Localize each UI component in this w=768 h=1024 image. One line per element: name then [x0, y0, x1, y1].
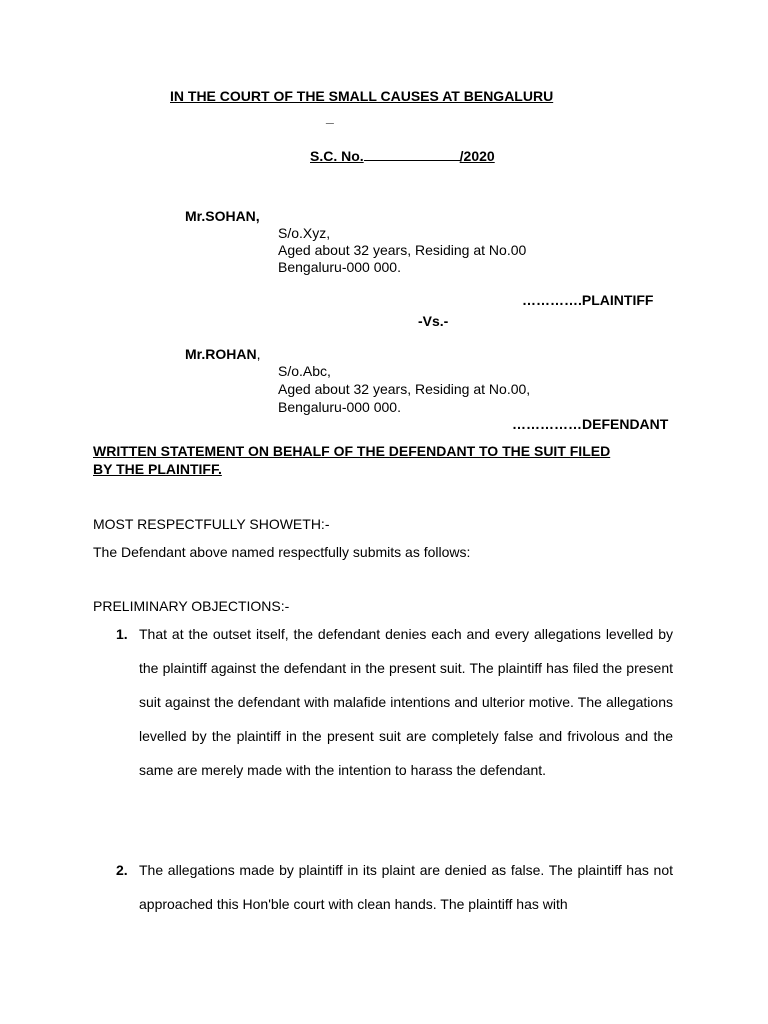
- plaintiff-city: Bengaluru-000 000.: [278, 259, 401, 275]
- case-year: /2020: [459, 148, 495, 164]
- plaintiff-age-address: Aged about 32 years, Residing at No.00: [278, 242, 527, 258]
- underscore-mark: _: [326, 109, 334, 125]
- defendant-city: Bengaluru-000 000.: [278, 399, 401, 415]
- objection-2-text: The allegations made by plaintiff in its plaint are denied as false. The plaintiff has not approached this Hon'ble court with clean hands. The plaintiff has with: [139, 862, 673, 912]
- objection-1-number: 1.: [116, 626, 128, 642]
- case-prefix: S.C. No.: [310, 148, 364, 164]
- plaintiff-role: ………….PLAINTIFF: [522, 292, 654, 308]
- statement-title-line2: BY THE PLAINTIFF.: [93, 461, 222, 477]
- objection-1-text: That at the outset itself, the defendant denies each and every allegations levelled by the plaintiff against the defendant in the present suit. The plaintiff has filed the present suit against the defendant with malafide intentions and ulterior motive. The allegations levelled by the plaintiff in the present suit are completely false and frivolous and the same are merely made with the intention to harass the defendant.: [139, 626, 673, 778]
- intro-text: The Defendant above named respectfully submits as follows:: [93, 544, 471, 560]
- salutation: MOST RESPECTFULLY SHOWETH:-: [93, 516, 330, 532]
- plaintiff-relation: S/o.Xyz,: [278, 225, 331, 241]
- plaintiff-name: Mr.SOHAN,: [185, 208, 260, 224]
- defendant-relation: S/o.Abc,: [278, 363, 331, 379]
- defendant-name-text: Mr.ROHAN: [185, 346, 257, 362]
- objection-2-number: 2.: [116, 862, 128, 878]
- defendant-age-address: Aged about 32 years, Residing at No.00,: [278, 381, 531, 397]
- court-title: IN THE COURT OF THE SMALL CAUSES AT BENGALURU: [170, 88, 554, 104]
- defendant-role: ……………DEFENDANT: [512, 416, 669, 432]
- objections-heading: PRELIMINARY OBJECTIONS:-: [93, 598, 290, 614]
- defendant-name: [185, 346, 260, 363]
- case-number-blank: [364, 148, 460, 161]
- case-number: [310, 148, 495, 165]
- statement-title-line1: WRITTEN STATEMENT ON BEHALF OF THE DEFENDANT TO THE SUIT FILED: [93, 443, 611, 459]
- defendant-name-suffix: ,: [256, 346, 261, 362]
- versus: -Vs.-: [418, 313, 449, 329]
